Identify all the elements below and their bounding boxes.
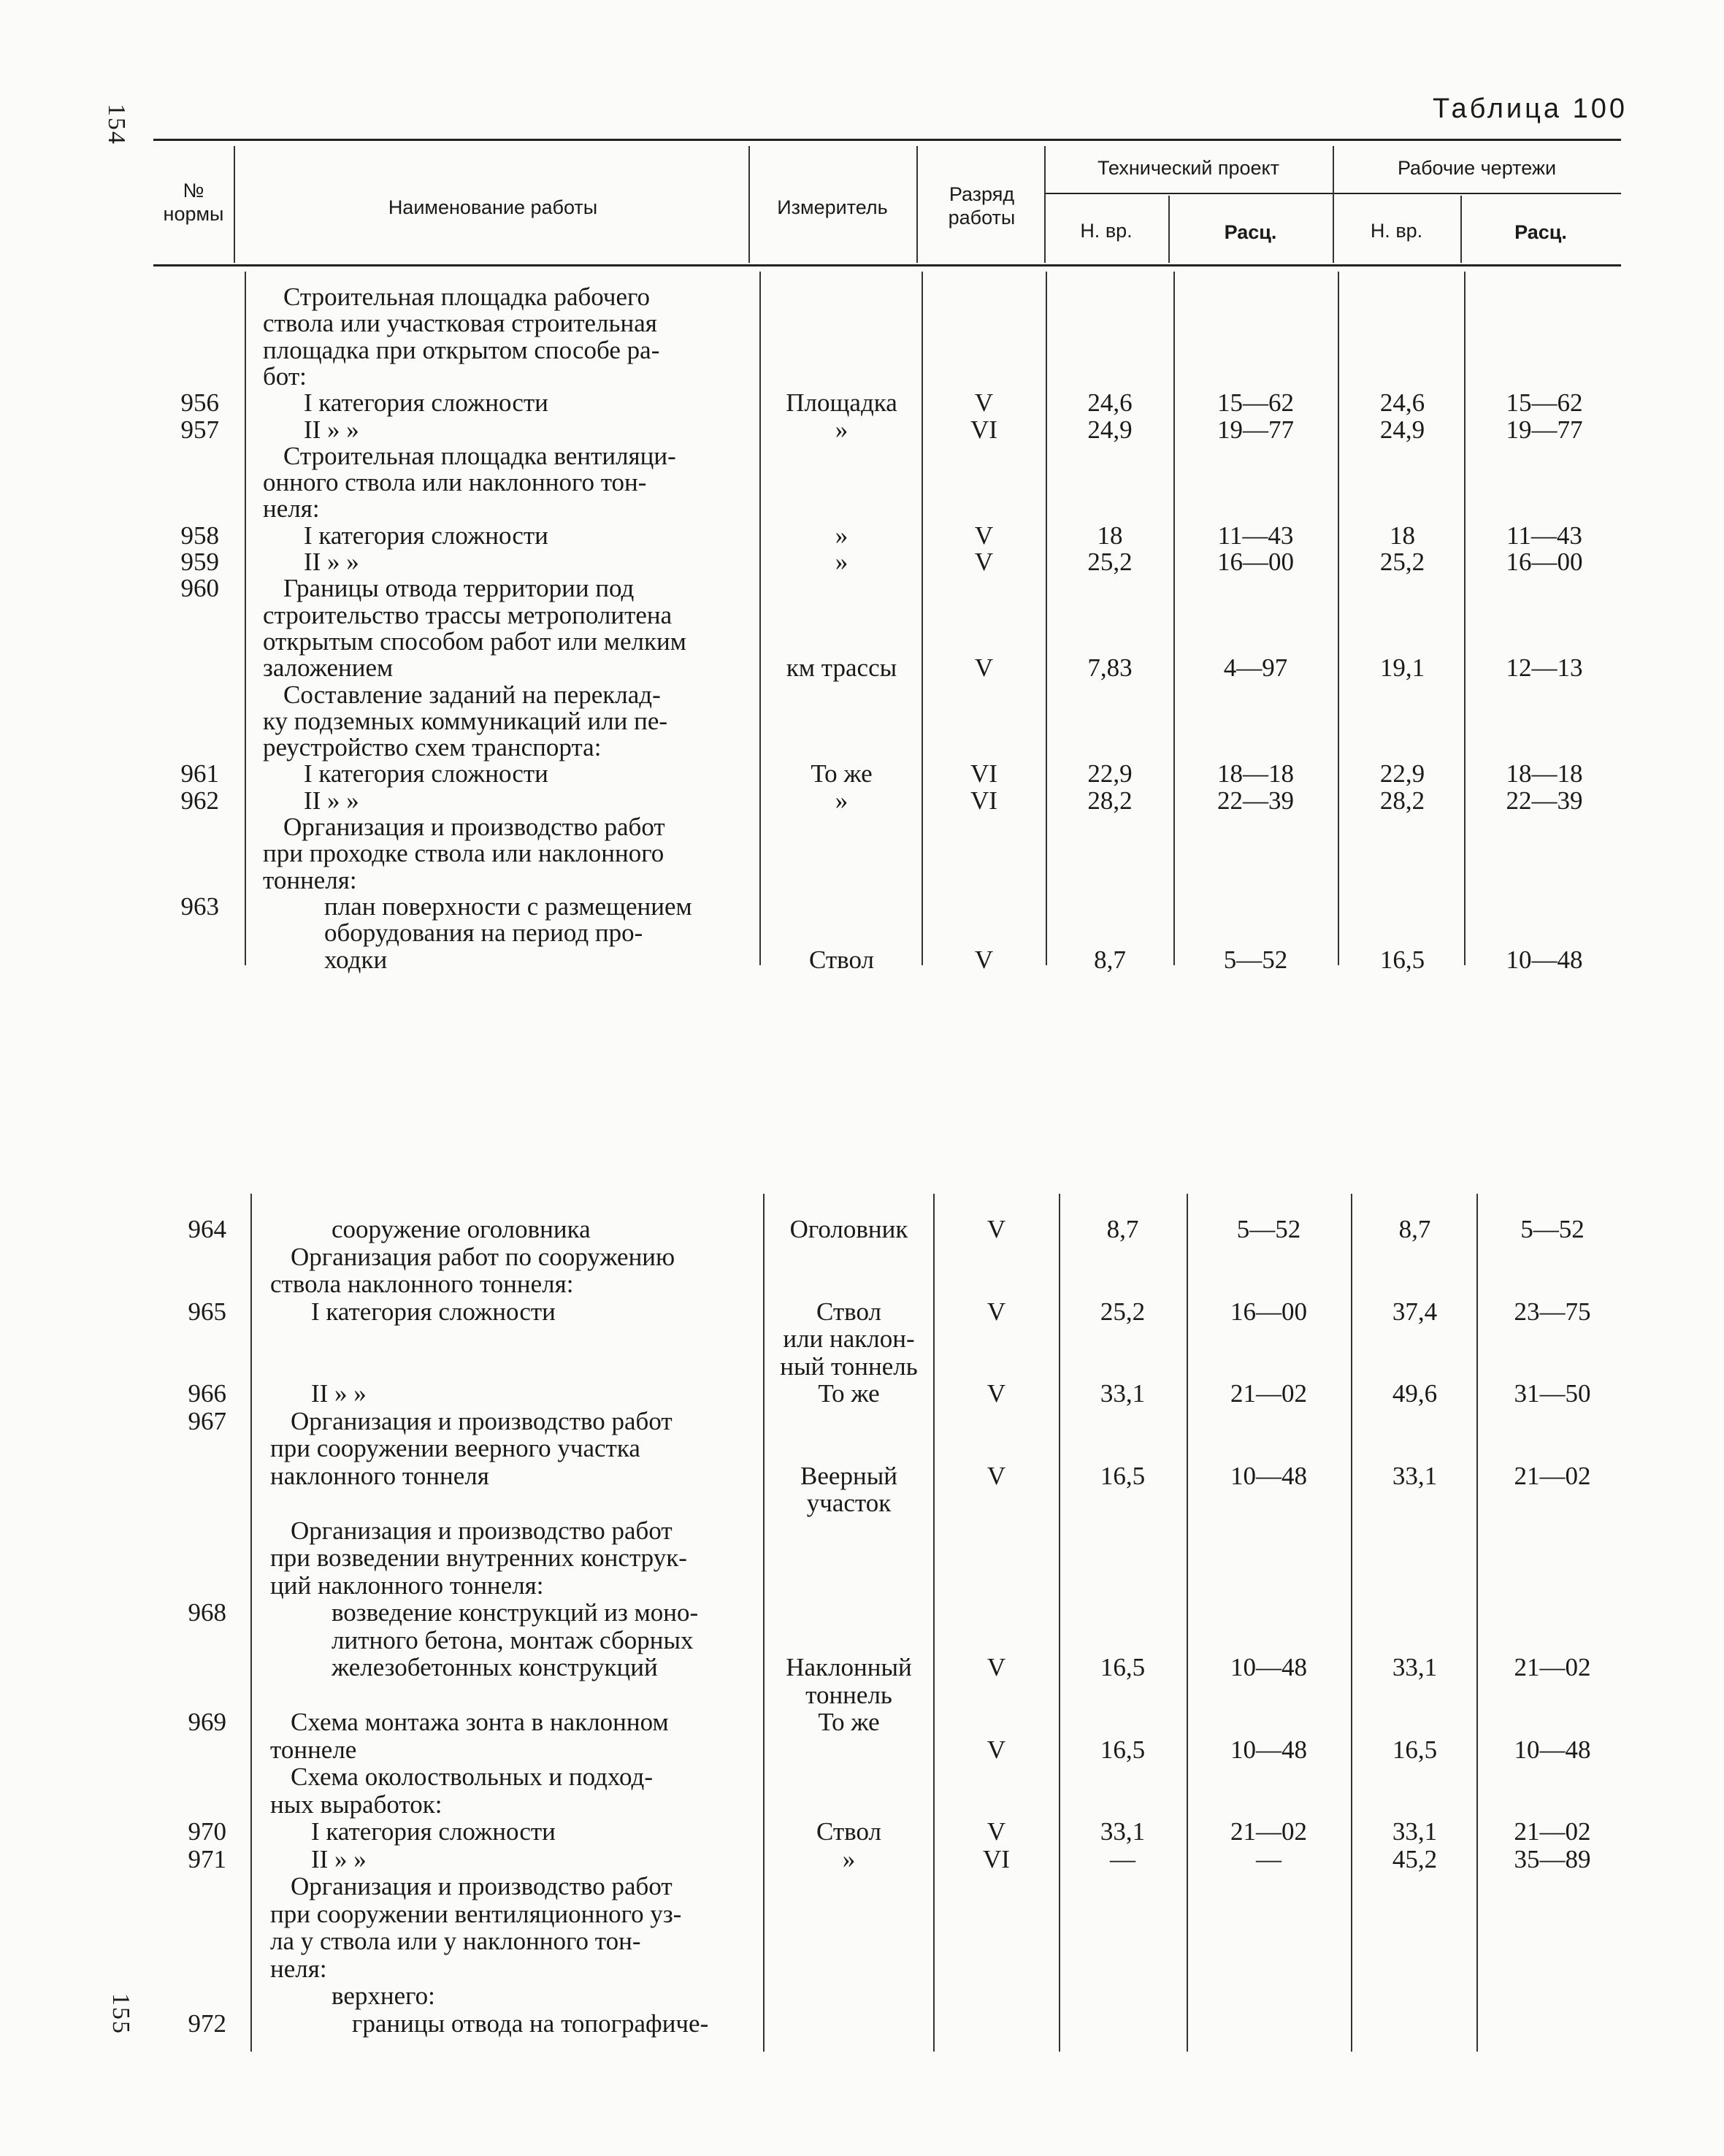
header-norm-no: № нормы [163, 180, 224, 225]
unit-cell: » [835, 786, 848, 815]
work-name-cell: I категория сложности [304, 759, 548, 789]
work-name-cell: II » » [304, 786, 359, 815]
rc-norm-time-cell: 45,2 [1392, 1844, 1438, 1873]
tp-norm-time-cell: 16,5 [1100, 1461, 1146, 1490]
tp-rate-cell: 16—00 [1230, 1297, 1307, 1326]
table-row [0, 1927, 1724, 1955]
work-name-cell: II » » [304, 415, 359, 444]
tp-norm-time-cell: 25,2 [1087, 548, 1133, 576]
table-row [0, 707, 1724, 735]
rc-rate-cell: 22—39 [1506, 786, 1583, 815]
work-name-cell: реустройство схем транспорта: [263, 733, 602, 762]
table-row [0, 681, 1724, 709]
work-name-cell: ку подземных коммуникаций или пе- [263, 706, 668, 735]
norm-number-cell: 966 [188, 1379, 226, 1408]
rc-norm-time-cell: 37,4 [1392, 1297, 1438, 1326]
grade-cell: VI [970, 415, 997, 444]
tp-norm-time-cell: 16,5 [1100, 1735, 1146, 1764]
work-name-cell: Организация и производство работ [291, 1872, 673, 1900]
tp-rate-cell: 10—48 [1230, 1653, 1307, 1681]
grade-cell: V [986, 1817, 1006, 1846]
rc-rate-cell: 35—89 [1514, 1844, 1591, 1873]
work-name-cell: верхнего: [332, 1982, 435, 2010]
table-row [0, 893, 1724, 921]
work-name-cell: строительство трассы метрополитена [263, 600, 673, 629]
table-row [0, 1846, 1724, 1873]
rc-norm-time-cell: 25,2 [1379, 548, 1425, 576]
grade-cell: V [974, 388, 994, 418]
work-name-cell: ходки [324, 945, 388, 974]
grade-cell: VI [983, 1844, 1010, 1873]
header-rc-rasc: Расц. [1514, 221, 1567, 243]
unit-cell: Ствол [809, 945, 874, 974]
tp-rate-cell: 16—00 [1217, 548, 1294, 576]
work-name-cell: Границы отвода территории под [283, 574, 635, 603]
unit-cell: » [842, 1844, 856, 1873]
work-name-cell: железобетонных конструкций [332, 1653, 658, 1681]
unit-cell: То же [818, 1379, 880, 1408]
grade-cell: V [986, 1461, 1006, 1490]
tp-rate-cell: 11—43 [1217, 521, 1294, 550]
norm-number-cell: 958 [180, 521, 219, 550]
table-row [0, 1791, 1724, 1819]
tp-norm-time-cell: 18 [1097, 521, 1123, 550]
table-row [0, 416, 1724, 444]
tp-rate-cell: 10—48 [1230, 1461, 1307, 1490]
table-row [0, 1489, 1724, 1517]
table-row [0, 363, 1724, 391]
table-row [0, 734, 1724, 761]
tp-rate-cell: 10—48 [1230, 1735, 1307, 1764]
table-row [0, 337, 1724, 364]
norm-number-cell: 957 [180, 415, 219, 444]
rc-rate-cell: 16—00 [1506, 548, 1583, 576]
page-number-bottom: 155 [107, 1993, 134, 2035]
work-name-cell: Организация работ по сооружению [291, 1242, 675, 1271]
table-title: Таблица 100 [1433, 93, 1628, 124]
table-row [0, 1736, 1724, 1764]
work-name-cell: сооружение оголовника [332, 1215, 591, 1243]
tp-norm-time-cell: 16,5 [1100, 1653, 1146, 1681]
tp-rate-cell: 15—62 [1217, 388, 1294, 418]
work-name-cell: заложением [263, 653, 394, 683]
rc-rate-cell: 21—02 [1514, 1461, 1591, 1490]
grade-cell: V [986, 1297, 1006, 1326]
work-name-cell: Организация и производство работ [291, 1406, 673, 1435]
page-number-top: 154 [103, 104, 130, 145]
norm-number-cell: 960 [180, 574, 219, 603]
unit-cell: Веерный [800, 1461, 897, 1490]
table-row [0, 575, 1724, 602]
table-row [0, 867, 1724, 894]
work-name-cell: Схема околоствольных и подход- [291, 1762, 654, 1791]
rc-rate-cell: 19—77 [1506, 415, 1583, 444]
norm-number-cell: 965 [188, 1297, 226, 1326]
unit-cell: тоннель [805, 1680, 892, 1709]
tp-rate-cell: 21—02 [1230, 1817, 1307, 1846]
work-name-cell: возведение конструкций из моно- [332, 1598, 699, 1627]
table-row [0, 946, 1724, 974]
work-name-cell: ных выработок: [270, 1789, 443, 1819]
rc-rate-cell: 23—75 [1514, 1297, 1591, 1326]
table-row [0, 1298, 1724, 1326]
work-name-cell: площадка при открытом способе ра- [263, 335, 660, 364]
work-name-cell: Организация и производство работ [291, 1516, 673, 1545]
table-row [0, 522, 1724, 550]
header-tp-rasc: Расц. [1224, 221, 1277, 243]
table-row [0, 310, 1724, 337]
work-name-cell: I категория сложности [304, 388, 548, 418]
table-row [0, 1681, 1724, 1709]
work-name-cell: ла у ствола или у наклонного тон- [270, 1927, 641, 1955]
header-unit: Измеритель [777, 196, 888, 218]
norm-number-cell: 972 [188, 2009, 226, 2038]
table-row [0, 1325, 1724, 1353]
table-row [0, 1955, 1724, 1983]
grade-cell: V [986, 1735, 1006, 1764]
work-name-cell: план поверхности с размещением [324, 891, 692, 921]
tp-norm-time-cell: 24,6 [1087, 388, 1133, 418]
work-name-cell: I категория сложности [311, 1817, 556, 1846]
work-name-cell: онного ствола или наклонного тон- [263, 468, 647, 497]
work-name-cell: тоннеле [270, 1735, 357, 1764]
tp-rate-cell: 22—39 [1217, 786, 1294, 815]
norm-number-cell: 962 [180, 786, 219, 815]
tp-norm-time-cell: 33,1 [1100, 1379, 1146, 1408]
work-name-cell: ствола или участковая строительная [263, 309, 657, 338]
rc-rate-cell: 18—18 [1506, 759, 1583, 789]
work-name-cell: оборудования на период про- [324, 918, 643, 948]
rc-norm-time-cell: 49,6 [1392, 1379, 1438, 1408]
norm-number-cell: 969 [188, 1708, 226, 1736]
work-name-cell: границы отвода на топографиче- [352, 2009, 709, 2038]
tp-norm-time-cell: 7,83 [1087, 653, 1133, 683]
work-name-cell: наклонного тоннеля [270, 1461, 489, 1490]
work-name-cell: тоннеля: [263, 865, 357, 894]
grade-cell: V [986, 1653, 1006, 1681]
header-grade: Разряд работы [948, 183, 1016, 229]
header-tech-project: Технический проект [1097, 157, 1280, 179]
rc-rate-cell: 31—50 [1514, 1379, 1591, 1408]
work-name-cell: бот: [263, 361, 307, 391]
norm-number-cell: 970 [188, 1817, 226, 1846]
tp-norm-time-cell: 25,2 [1100, 1297, 1146, 1326]
table-row [0, 1873, 1724, 1900]
unit-cell: » [835, 521, 848, 550]
work-name-cell: Схема монтажа зонта в наклонном [291, 1708, 669, 1736]
work-name-cell: I категория сложности [304, 521, 548, 550]
unit-cell: Площадка [786, 388, 897, 418]
grade-cell: V [974, 945, 994, 974]
work-name-cell: II » » [304, 548, 359, 576]
norm-number-cell: 961 [180, 759, 219, 789]
table-row [0, 654, 1724, 682]
tp-norm-time-cell: 28,2 [1087, 786, 1133, 815]
rc-rate-cell: 10—48 [1514, 1735, 1591, 1764]
unit-cell: Ствол [816, 1297, 881, 1326]
table-row [0, 1900, 1724, 1928]
table-row [0, 1462, 1724, 1490]
unit-cell: То же [811, 759, 873, 789]
rc-norm-time-cell: 16,5 [1392, 1735, 1438, 1764]
rc-norm-time-cell: 24,6 [1379, 388, 1425, 418]
header-tp-nvr: Н. вр. [1080, 220, 1133, 242]
work-name-cell: Организация и производство работ [283, 813, 665, 841]
work-name-cell: I категория сложности [311, 1297, 556, 1326]
work-name-cell: литного бетона, монтаж сборных [332, 1625, 694, 1654]
table-row [0, 1763, 1724, 1791]
table-row [0, 602, 1724, 629]
unit-cell: » [835, 415, 848, 444]
header-work-name: Наименование работы [388, 196, 598, 218]
tp-norm-time-cell: 8,7 [1094, 945, 1126, 974]
unit-cell: То же [818, 1708, 880, 1736]
rc-rate-cell: 10—48 [1506, 945, 1583, 974]
unit-cell: Оголовник [789, 1215, 908, 1243]
header-rc-nvr: Н. вр. [1370, 220, 1423, 242]
norm-number-cell: 964 [188, 1215, 226, 1243]
rc-norm-time-cell: 8,7 [1398, 1215, 1431, 1243]
norm-number-cell: 963 [180, 891, 219, 921]
rc-norm-time-cell: 33,1 [1392, 1817, 1438, 1846]
rc-norm-time-cell: 22,9 [1379, 759, 1425, 789]
tp-rate-cell: — [1256, 1844, 1281, 1873]
grade-cell: V [974, 548, 994, 576]
table-row [0, 1982, 1724, 2010]
norm-number-cell: 959 [180, 548, 219, 576]
norm-number-cell: 968 [188, 1598, 226, 1627]
table-row [0, 1408, 1724, 1435]
rc-rate-cell: 21—02 [1514, 1817, 1591, 1846]
rc-rate-cell: 11—43 [1506, 521, 1582, 550]
norm-number-cell: 967 [188, 1406, 226, 1435]
grade-cell: V [974, 521, 994, 550]
table-row [0, 1243, 1724, 1271]
tp-rate-cell: 5—52 [1223, 945, 1288, 974]
unit-cell: » [835, 548, 848, 576]
table-row [0, 1353, 1724, 1381]
work-name-cell: при сооружении веерного участка [270, 1434, 640, 1462]
norm-number-cell: 971 [188, 1844, 226, 1873]
table-row [0, 389, 1724, 417]
work-name-cell: ствола наклонного тоннеля: [270, 1270, 574, 1298]
work-name-cell: при возведении внутренних конструк- [270, 1543, 687, 1572]
table-row [0, 442, 1724, 470]
grade-cell: V [986, 1379, 1006, 1408]
table-row [0, 1572, 1724, 1600]
rc-rate-cell: 15—62 [1506, 388, 1583, 418]
tp-norm-time-cell: 22,9 [1087, 759, 1133, 789]
rc-rate-cell: 12—13 [1506, 653, 1583, 683]
unit-cell: Ствол [816, 1817, 881, 1846]
table-row [0, 1270, 1724, 1298]
unit-cell: участок [806, 1489, 892, 1517]
grade-cell: V [974, 653, 994, 683]
grade-cell: VI [970, 786, 997, 815]
unit-cell: км трассы [786, 653, 897, 683]
table-row [0, 840, 1724, 867]
rc-norm-time-cell: 16,5 [1379, 945, 1425, 974]
table-row [0, 1708, 1724, 1736]
work-name-cell: Строительная площадка рабочего [283, 283, 651, 311]
table-row [0, 1544, 1724, 1572]
rc-norm-time-cell: 18 [1390, 521, 1415, 550]
grade-cell: V [986, 1215, 1006, 1243]
unit-cell: Наклонный [786, 1653, 912, 1681]
work-name-cell: II » » [311, 1379, 367, 1408]
tp-rate-cell: 21—02 [1230, 1379, 1307, 1408]
table-row [0, 2010, 1724, 2038]
rc-norm-time-cell: 28,2 [1379, 786, 1425, 815]
norm-number-cell: 956 [180, 388, 219, 418]
tp-norm-time-cell: 24,9 [1087, 415, 1133, 444]
table-row [0, 469, 1724, 496]
unit-cell: ный тоннель [780, 1351, 918, 1381]
rc-norm-time-cell: 19,1 [1379, 653, 1425, 683]
work-name-cell: неля: [270, 1954, 327, 1983]
header-working-drawings: Рабочие чертежи [1397, 157, 1557, 179]
table-row [0, 919, 1724, 947]
table-row [0, 1627, 1724, 1654]
table-row [0, 760, 1724, 788]
work-name-cell: при проходке ствола или наклонного [263, 839, 664, 868]
rc-norm-time-cell: 33,1 [1392, 1653, 1438, 1681]
work-name-cell: Составление заданий на переклад- [283, 680, 661, 709]
table-row [0, 628, 1724, 656]
rc-rate-cell: 21—02 [1514, 1653, 1591, 1681]
table-row [0, 813, 1724, 841]
work-name-cell: открытым способом работ или мелким [263, 626, 686, 656]
rc-rate-cell: 5—52 [1520, 1215, 1585, 1243]
tp-rate-cell: 19—77 [1217, 415, 1294, 444]
unit-cell: или наклон- [783, 1324, 915, 1353]
table-row [0, 1435, 1724, 1462]
table-row [0, 787, 1724, 815]
work-name-cell: ций наклонного тоннеля: [270, 1570, 544, 1600]
table-row [0, 1517, 1724, 1545]
tp-rate-cell: 18—18 [1217, 759, 1294, 789]
tp-norm-time-cell: 33,1 [1100, 1817, 1146, 1846]
table-row [0, 1654, 1724, 1681]
table-row [0, 1380, 1724, 1408]
rc-norm-time-cell: 24,9 [1379, 415, 1425, 444]
table-row [0, 548, 1724, 576]
table-row [0, 1216, 1724, 1243]
table-row [0, 283, 1724, 311]
tp-norm-time-cell: 8,7 [1106, 1215, 1139, 1243]
work-name-cell: неля: [263, 494, 320, 523]
table-row [0, 1818, 1724, 1846]
tp-norm-time-cell: — [1110, 1844, 1135, 1873]
work-name-cell: II » » [311, 1844, 367, 1873]
work-name-cell: при сооружении вентиляционного уз- [270, 1899, 682, 1928]
table-row [0, 495, 1724, 523]
work-name-cell: Строительная площадка вентиляци- [283, 441, 676, 470]
table-row [0, 1599, 1724, 1627]
grade-cell: VI [970, 759, 997, 789]
tp-rate-cell: 4—97 [1223, 653, 1288, 683]
tp-rate-cell: 5—52 [1236, 1215, 1301, 1243]
rc-norm-time-cell: 33,1 [1392, 1461, 1438, 1490]
